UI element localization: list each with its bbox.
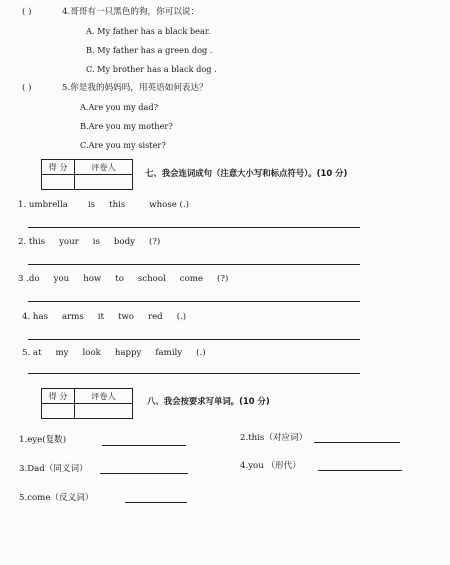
q4-stem: 4.哥哥有一只黑色的狗，你可以说：: [62, 7, 200, 17]
score-label: 得 分: [42, 160, 75, 175]
grader-label: 评卷人: [75, 389, 133, 404]
s8-answer-line-5[interactable]: [125, 502, 187, 503]
q4-option-b: B. My father has a green dog .: [86, 45, 213, 55]
q5-option-b: B.Are you my mother?: [80, 121, 173, 131]
s8-item-1: 1.eye(复数): [19, 435, 67, 445]
q4-option-c: C. My brother has a black dog .: [86, 64, 217, 74]
s8-item-5: 5.come（反义词）: [19, 493, 94, 503]
section8-title: 八、我会按要求写单词。(10 分): [147, 396, 270, 406]
s7-answer-line-5[interactable]: [28, 373, 360, 374]
s7-answer-line-1[interactable]: [28, 227, 360, 228]
q5-stem: 5.你是我的妈妈吗，用英语如何表达？: [62, 83, 208, 93]
s7-item-2: 2. this your is body (?): [18, 237, 161, 247]
s7-answer-line-3[interactable]: [28, 301, 360, 302]
q5-option-a: A.Are you my dad?: [80, 102, 158, 112]
q5-option-c: C.Are you my sister?: [80, 140, 166, 150]
grader-cell[interactable]: [75, 404, 133, 419]
section7-title: 七、我会连词成句（注意大小写和标点符号）。(10 分): [145, 168, 348, 178]
s7-answer-line-2[interactable]: [28, 264, 360, 265]
s8-answer-line-4[interactable]: [318, 470, 402, 471]
s8-item-2: 2.this（对应词）: [240, 433, 308, 443]
s8-answer-line-1[interactable]: [102, 445, 186, 446]
s8-answer-line-3[interactable]: [100, 473, 188, 474]
s8-item-4: 4.you （形代）: [240, 461, 301, 471]
score-label: 得 分: [42, 389, 75, 404]
q5-bracket: ( ): [22, 83, 32, 93]
grader-label: 评卷人: [75, 160, 133, 175]
score-cell[interactable]: [42, 175, 75, 190]
score-box-section8: [41, 388, 133, 419]
score-box-section7: [41, 159, 133, 190]
s7-item-3: 3 .do you how to school come (?): [18, 274, 229, 284]
s7-answer-line-4[interactable]: [28, 339, 360, 340]
s8-answer-line-2[interactable]: [314, 442, 400, 443]
s7-item-1-num: 1. umbrella: [18, 200, 68, 210]
q4-option-a: A. My father has a black bear.: [86, 26, 211, 36]
s8-item-3: 3.Dad（同义词）: [19, 464, 88, 474]
q4-bracket: ( ): [22, 7, 32, 17]
grader-cell[interactable]: [75, 175, 133, 190]
score-cell[interactable]: [42, 404, 75, 419]
s7-item-4: 4. has arms it two red (.): [22, 312, 187, 322]
s7-item-5: 5. at my look happy family (.): [22, 348, 206, 358]
s7-item-1: 1. umbrella is this whose (.): [18, 200, 189, 210]
